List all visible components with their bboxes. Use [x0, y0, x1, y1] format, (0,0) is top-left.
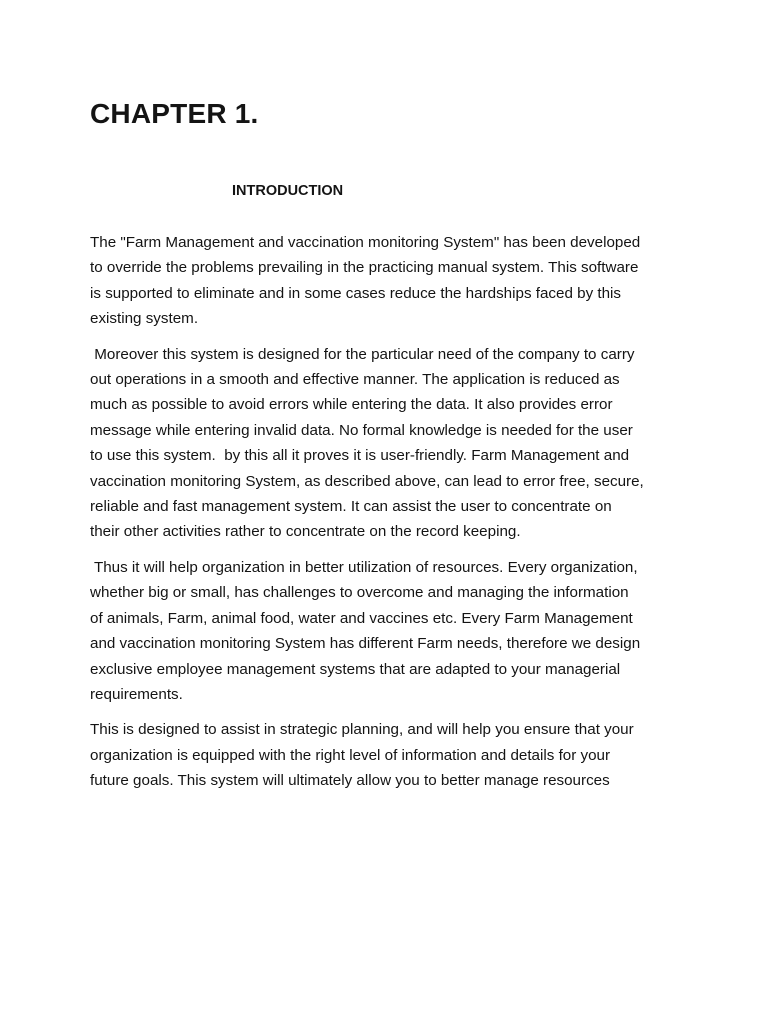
text-line: whether big or small, has challenges to overcome and managing the information	[90, 584, 629, 602]
text-line: to use this system. by this all it proves it is user-friendly. Farm Management and	[90, 447, 630, 465]
text-line: message while entering invalid data. No formal knowledge is needed for the user	[90, 421, 633, 439]
text-line: is supported to eliminate and in some cases reduce the hardships faced by this	[90, 284, 622, 302]
text-line: reliable and fast management system. It can assist the user to concentrate on	[90, 498, 612, 516]
text-line: to override the problems prevailing in the practicing manual system. This software	[90, 259, 639, 277]
text-line: Thus it will help organization in better utilization of resources. Every organization,	[90, 558, 638, 576]
text-line: exclusive employee management systems that are adapted to your managerial	[90, 660, 621, 678]
text-line: of animals, Farm, animal food, water and vaccines etc. Every Farm Management	[90, 609, 633, 627]
paragraph	[90, 717, 680, 793]
text-line: much as possible to avoid errors while entering the data. It also provides error	[90, 396, 613, 414]
text-line: This is designed to assist in strategic planning, and will help you ensure that your	[90, 721, 634, 739]
text-line: requirements.	[90, 685, 183, 703]
text-line: their other activities rather to concentrate on the record keeping.	[90, 523, 521, 541]
text-line: existing system.	[90, 310, 199, 328]
text-line: organization is equipped with the right level of information and details for your	[90, 746, 611, 764]
document-body	[90, 230, 680, 804]
paragraph	[90, 230, 680, 332]
chapter-title: CHAPTER 1.	[90, 98, 259, 129]
text-line: Moreover this system is designed for the particular need of the company to carry	[90, 345, 635, 363]
text-line: future goals. This system will ultimately allow you to better manage resources	[90, 772, 610, 790]
text-line: out operations in a smooth and effective manner. The application is reduced as	[90, 371, 620, 389]
paragraph	[90, 555, 680, 707]
text-line: vaccination monitoring System, as described above, can lead to error free, secure,	[90, 472, 644, 490]
text-line: The "Farm Management and vaccination monitoring System" has been developed	[90, 234, 641, 251]
paragraph	[90, 342, 680, 545]
section-heading: INTRODUCTION	[232, 183, 344, 199]
text-line: and vaccination monitoring System has different Farm needs, therefore we design	[90, 635, 641, 653]
